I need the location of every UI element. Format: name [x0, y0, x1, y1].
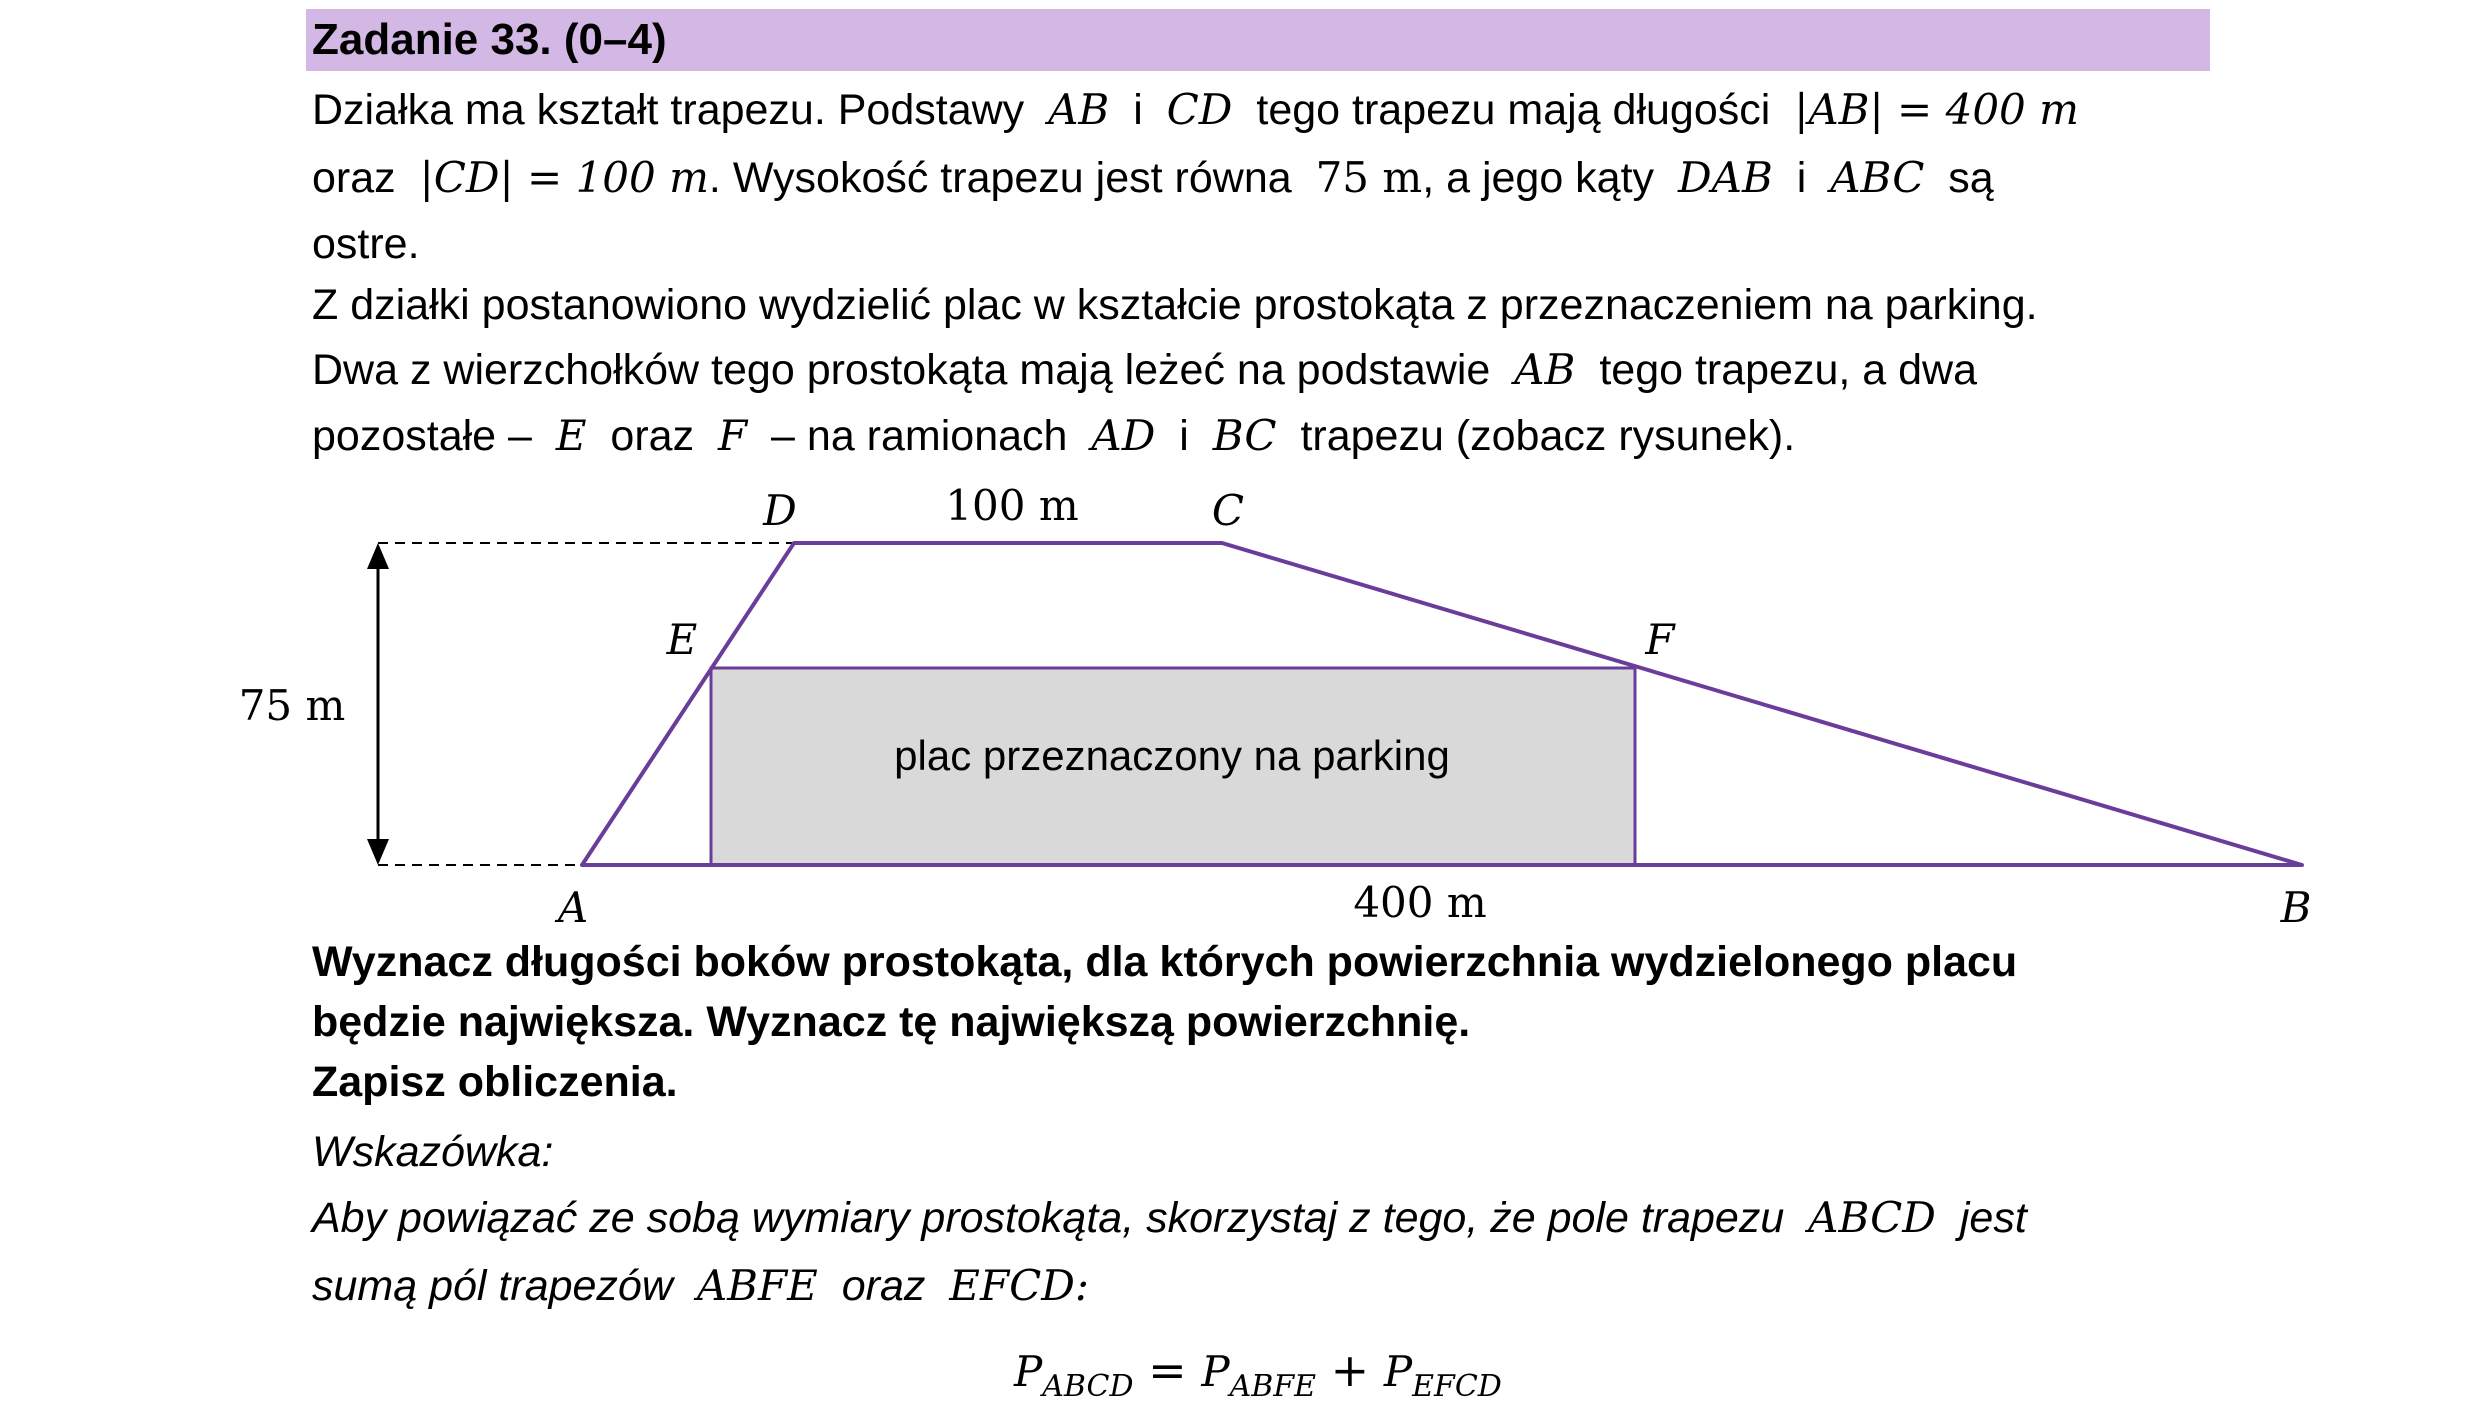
height-arrow-down-icon [367, 839, 389, 865]
formula-sub-efcd: EFCD [1412, 1369, 1502, 1404]
question-line-1: Wyznacz długości boków prostokąta, dla których powierzchnia wydzielonego placu [312, 938, 2018, 986]
math-ab-length: |AB| = 400 m [1794, 85, 2079, 134]
formula-plus: + [1330, 1343, 1370, 1397]
math-angle-dab: DAB [1677, 153, 1773, 202]
text-segment: Aby powiązać ze sobą wymiary prostokąta, skorzystaj z tego, że pole trapezu [312, 1194, 1785, 1242]
text-segment: i [1133, 86, 1143, 134]
formula-p: P [1201, 1347, 1230, 1396]
question-line-2: będzie największa. Wyznacz tę największą powierzchnię. [312, 998, 1471, 1046]
math-ad: AD [1091, 411, 1156, 460]
text-segment: i [1796, 154, 1807, 202]
label-c: C [1211, 486, 1245, 535]
formula-p: P [1383, 1347, 1413, 1396]
math-e: E [555, 411, 587, 460]
text-segment: trapezu (zobacz rysunek). [1300, 412, 1796, 460]
text-segment: sumą pól trapezów [312, 1262, 673, 1310]
hint-line-1 [312, 1190, 2027, 1246]
math-abfe: ABFE [696, 1261, 818, 1310]
math-ab: AB [1048, 85, 1110, 134]
text-segment: : [1074, 1261, 1090, 1310]
label-f: F [1645, 615, 1675, 664]
label-d: D [763, 486, 797, 535]
formula-sub-abcd: ABCD [1042, 1369, 1134, 1404]
label-parking: plac przeznaczony na parking [894, 732, 1450, 779]
text-segment: Dwa z wierzchołków tego prostokąta mają leżeć na podstawie [312, 346, 1491, 394]
text-segment: – na ramionach [771, 412, 1068, 460]
text-segment: oraz [610, 412, 695, 460]
text-segment: Działka ma kształt trapezu. Podstawy [312, 86, 1025, 134]
height-arrow-up-icon [367, 543, 389, 569]
text-segment: . Wysokość trapezu jest równa [708, 154, 1292, 202]
text-segment: i [1179, 412, 1189, 460]
label-b: B [2280, 883, 2312, 932]
text-segment: tego trapezu, a dwa [1599, 346, 1978, 394]
math-cd: CD [1166, 85, 1233, 134]
text-segment: oraz [841, 1262, 926, 1310]
text-line-3: ostre. [312, 220, 420, 268]
task-title: Zadanie 33. (0–4) [312, 15, 667, 64]
hint-title: Wskazówka: [312, 1128, 554, 1176]
math-height: 75 m [1315, 153, 1423, 202]
label-e: E [666, 615, 698, 664]
label-top-base: 100 m [945, 481, 1079, 530]
math-bc: BC [1212, 411, 1277, 460]
formula-p: P [1014, 1347, 1043, 1396]
math-ab: AB [1514, 345, 1576, 394]
text-segment: , a jego kąty [1422, 154, 1655, 202]
label-height: 75 m [238, 681, 346, 730]
text-segment: są [1948, 154, 1994, 202]
math-angle-abc: ABC [1830, 153, 1925, 202]
text-segment: oraz [312, 154, 396, 202]
formula-sub-abfe: ABFE [1229, 1369, 1317, 1404]
text-line-4: Z działki postanowiono wydzielić plac w kształcie prostokąta z przeznaczeniem na parking. [312, 281, 2038, 329]
math-efcd: EFCD [949, 1261, 1075, 1310]
math-cd-length: |CD| = 100 m [419, 153, 709, 202]
area-formula [1014, 1340, 1502, 1417]
hint-line-2 [312, 1258, 1089, 1314]
formula-equals: = [1148, 1343, 1187, 1397]
label-a: A [557, 883, 589, 932]
label-bottom-base: 400 m [1353, 878, 1487, 927]
text-segment: jest [1959, 1194, 2027, 1242]
text-segment: pozostałe – [312, 412, 532, 460]
math-f: F [717, 411, 748, 460]
question-line-3: Zapisz obliczenia. [312, 1058, 678, 1106]
text-segment: tego trapezu mają długości [1256, 86, 1771, 134]
math-abcd: ABCD [1808, 1193, 1936, 1242]
